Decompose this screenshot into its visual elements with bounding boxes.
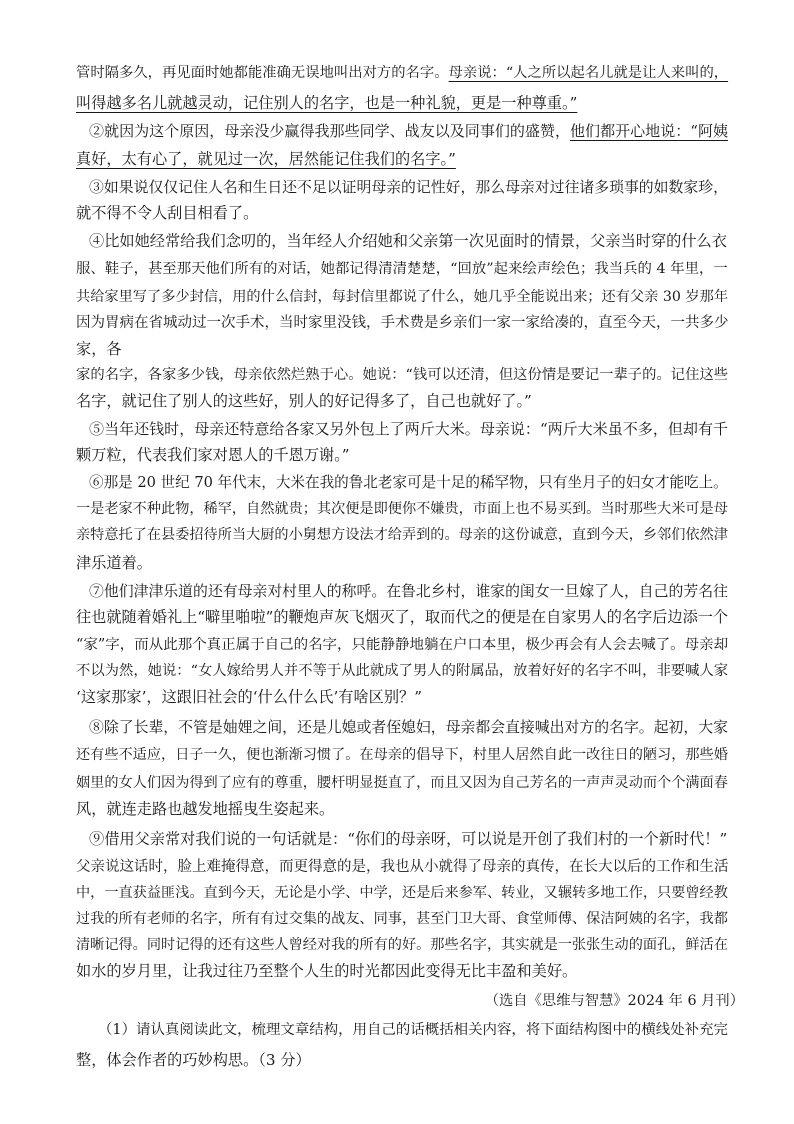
paragraph-8-line-3: 姻里的女人们因为得到了应有的尊重，腰杆明显挺直了，而且又因为自己芳名的一声声灵动而个个满面春 <box>76 775 728 791</box>
paragraph-7-line-1: ⑦他们津津乐道的还有母亲对村里人的称呼。在鲁北乡村，谁家的闺女一旦嫁了人，自己的芳名往 <box>89 582 728 600</box>
paragraph-5-line-1: ⑤当年还钱时，母亲还特意给各家又另外包上了两斤大米。母亲说：“两斤大米虽不多，但却有千 <box>89 420 729 438</box>
paragraph-2-underlined-quote-cont: 真好，太有心了，就见过一次，居然能记住我们的名字。” <box>76 150 456 168</box>
paragraph-3-line-1: ③如果说仅仅记住人名和生日还不足以证明母亲的记性好，那么母亲对过往诸多琐事的如数家珍， <box>89 178 728 196</box>
paragraph-8-line-1: ⑧除了长辈，不管是妯娌之间，还是儿媳或者侄媳妇，母亲都会直接喊出对方的名字。起初，大家 <box>89 718 728 736</box>
paragraph-1-underlined-quote: 母亲说：“人之所以起名儿就是让人来叫的， <box>448 65 729 81</box>
paragraph-4-line-7: 名字，就记住了别人的这些好，别人的好记得多了，自己也就好了。” <box>76 392 532 410</box>
paragraph-2-text: ②就因为这个原因，母亲没少赢得我那些同学、战友以及同事们的盛赞， <box>89 122 571 140</box>
paragraph-9-line-2: 父亲说这话时，脸上难掩得意，而更得意的是，我也从小就得了母亲的真传，在长大以后的工作和生活 <box>76 859 729 875</box>
paragraph-9-line-3: 中，一直获益匪浅。直到今天，无论是小学、中学，还是后来参军、转业，又辗转多地工作，只要曾经教 <box>76 885 728 901</box>
paragraph-6-line-3: 亲特意托了在县委招待所当大厨的小舅想方设法才给弄到的。母亲的这份诚意，直到今天，乡邻们依然津 <box>76 527 728 543</box>
paragraph-4-line-4: 因为胃病在省城动过一次手术，当时家里没钱，手术费是乡亲们一家一家给凑的，直至今天，一共多少 <box>76 315 729 331</box>
paragraph-6-line-4: 津乐道着。 <box>76 554 152 572</box>
paragraph-1-underlined-quote-cont: 叫得越多名儿就越灵动，记住别人的名字，也是一种礼貌，更是一种尊重。” <box>76 94 578 112</box>
paragraph-9-line-4: 过我的所有老师的名字，所有有过交集的战友、同事，甚至门卫大哥、食堂师傅、保洁阿姨的名字，我都 <box>76 911 728 927</box>
paragraph-3-line-2: 就不得不令人刮目相看了。 <box>76 204 259 222</box>
paragraph-4-line-5: 家，各 <box>76 340 122 358</box>
paragraph-8-line-2: 还有些不适应，日子一久，便也渐渐习惯了。在母亲的倡导下，村里人居然自此一改往日的陋习，那些婚 <box>76 747 728 763</box>
paragraph-9-line-5: 清晰记得。同时记得的还有这些人曾经对我的所有的好。那些名字，其实就是一张张生动的面孔，鲜活在 <box>76 937 728 953</box>
source-citation: （选自《思维与智慧》2024 年 6 月刊） <box>484 993 744 1009</box>
question-1-line-1: （1）请认真阅读此文，梳理文章结构，用自己的话概括相关内容，将下面结构图中的横线处补充完 <box>98 1022 728 1038</box>
question-1-line-2: 整，体会作者的巧妙构思。（3 分） <box>76 1051 311 1069</box>
paragraph-4-line-1: ④比如她经常给我们念叨的，当年经人介绍她和父亲第一次见面时的情景，父亲当时穿的什么衣 <box>89 232 727 250</box>
paragraph-6-line-2: 一是老家不种此物，稀罕，自然就贵；其次便是即便你不嫌贵，市面上也不易买到。当时那些大米可是母 <box>76 501 728 517</box>
paragraph-7-line-4: 不以为然，她说：“女人嫁给男人并不等于从此就成了男人的附属品，放着好好的名字不叫，非要喊人家 <box>76 663 729 679</box>
paragraph-1-line-2 <box>76 90 577 116</box>
paragraph-4-line-2: 服、鞋子，甚至那天他们所有的对话，她都记得清清楚楚，“回放”起来绘声绘色；我当兵的 4 年里，一 <box>76 261 728 277</box>
paragraph-7-line-3: “家”字，而从此那个真正属于自己的名字，只能静静地躺在户口本里，极少再会有人会去喊了。母亲却 <box>76 637 729 653</box>
paragraph-9-line-6: 如水的岁月里，让我过往乃至整个人生的时光都因此变得无比丰盈和美好。 <box>76 962 578 980</box>
paragraph-8-line-4: 风，就连走路也越发地摇曳生姿起来。 <box>76 800 335 818</box>
paragraph-4-line-6: 家的名字，各家多少钱，母亲依然烂熟于心。她说：“钱可以还清，但这份情是要记一辈子的。记住这些 <box>76 367 729 383</box>
paragraph-1-text: 管时隔多久，再见面时她都能准确无误地叫出对方的名字。 <box>76 65 449 81</box>
paragraph-7-line-5: ‘这家那家’，这跟旧社会的‘什么什么氏’有啥区别？” <box>76 688 423 706</box>
paragraph-7-line-2: 往也就随着婚礼上“噼里啪啦”的鞭炮声灰飞烟灭了，取而代之的便是在自家男人的名字后边添一个 <box>76 608 729 626</box>
paragraph-2-line-2 <box>76 146 456 172</box>
paragraph-6-line-1: ⑥那是 20 世纪 70 年代末，大米在我的鲁北老家可是十足的稀罕物，只有坐月子的妇女才能吃上。 <box>89 474 728 491</box>
paragraph-2-line-1 <box>89 118 728 144</box>
paragraph-5-line-2: 颗万粒，代表我们家对恩人的千恩万谢。” <box>76 446 350 464</box>
paragraph-9-line-1: ⑨借用父亲常对我们说的一句话就是：“你们的母亲呀，可以说是开创了我们村的一个新时代！” <box>89 830 728 848</box>
paragraph-2-underlined-quote: 他们都开心地说：“阿姨 <box>570 122 729 140</box>
paragraph-4-line-3: 共给家里写了多少封信，用的什么信封，每封信里都说了什么，她几乎全能说出来；还有父亲 30 岁那年 <box>76 289 729 305</box>
paragraph-1-line-1 <box>76 60 728 86</box>
